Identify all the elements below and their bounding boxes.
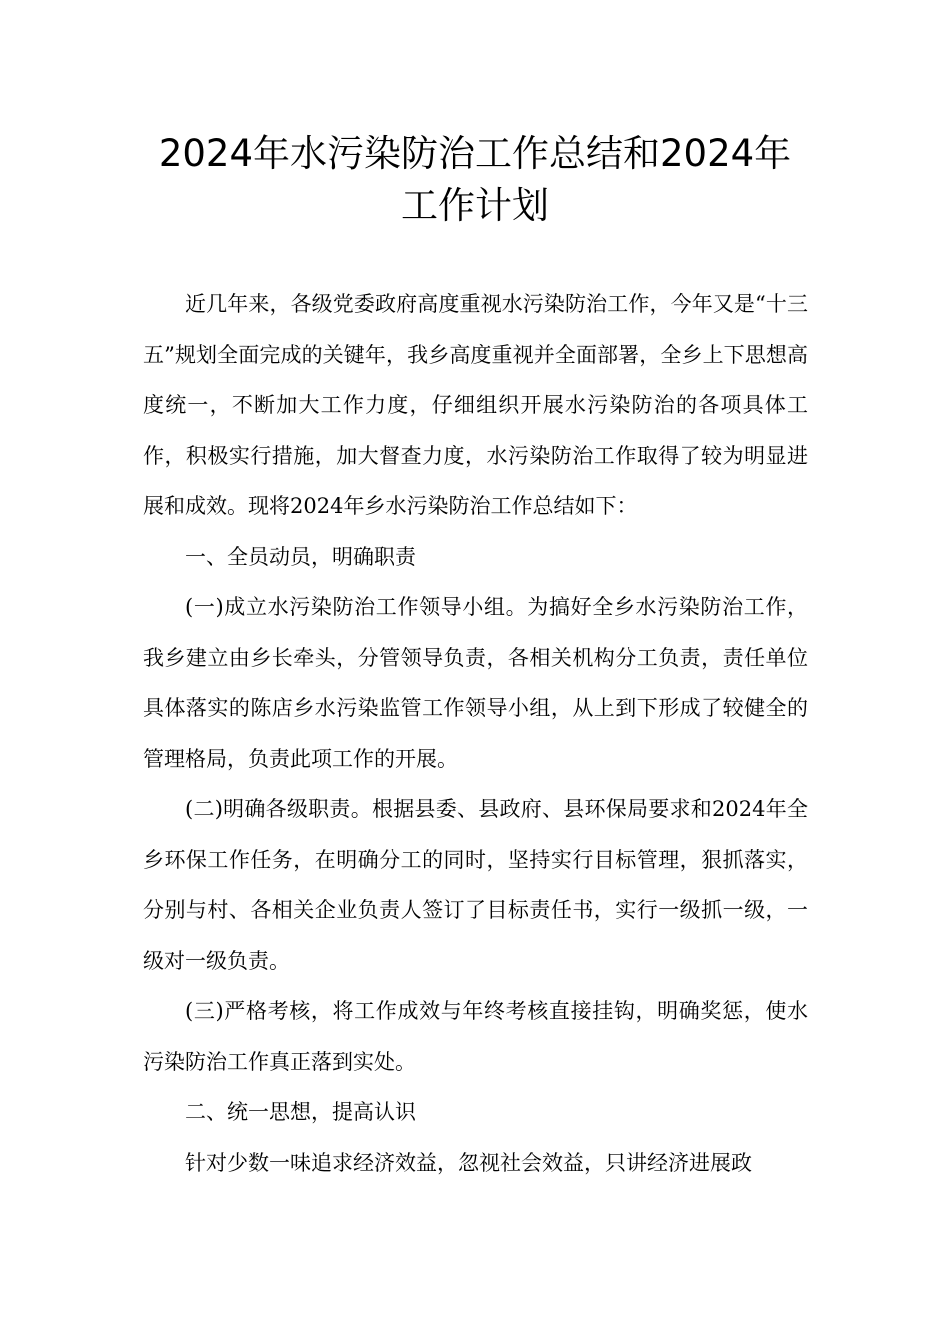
title-line-2: 工作计划	[401, 184, 549, 227]
paragraph-2-1: 针对少数一味追求经济效益，忽视社会效益，只讲经济进展政	[185, 1150, 752, 1175]
paragraph-intro: 近几年来，各级党委政府高度重视水污染防治工作，今年又是“十三五”规划全面完成的关键年，我乡高度重视并全面部署，全乡上下思想高度统一，不断加大工作力度，仔细组织开展水污染防治的各项具体工作，积极实行措施，加大督查力度，水污染防治工作取得了较为明显进展和成效。现将2024年乡水污染防治工作总结如下：	[143, 292, 808, 518]
document-body	[143, 279, 808, 1188]
section-heading-2: 二、统一思想，提高认识	[185, 1100, 416, 1124]
section-heading-1: 一、全员动员，明确职责	[185, 544, 416, 569]
paragraph-1-2: (二)明确各级职责。根据县委、县政府、县环保局要求和2024年全乡环保工作任务，在明确分工的同时，坚持实行目标管理，狠抓落实，分别与村、各相关企业负责人签订了目标责任书，实行一级抓一级，一级对一级负责。	[143, 797, 808, 973]
paragraph-1-1: (一)成立水污染防治工作领导小组。为搞好全乡水污染防治工作，我乡建立由乡长牵头，分管领导负责，各相关机构分工负责，责任单位具体落实的陈店乡水污染监管工作领导小组，从上到下形成了较健全的管理格局，负责此项工作的开展。	[143, 595, 808, 771]
document-title	[110, 128, 840, 232]
title-line-1: 2024年水污染防治工作总结和2024年	[158, 132, 792, 175]
paragraph-1-3: (三)严格考核，将工作成效与年终考核直接挂钩，明确奖惩，使水污染防治工作真正落到实处。	[143, 999, 808, 1074]
